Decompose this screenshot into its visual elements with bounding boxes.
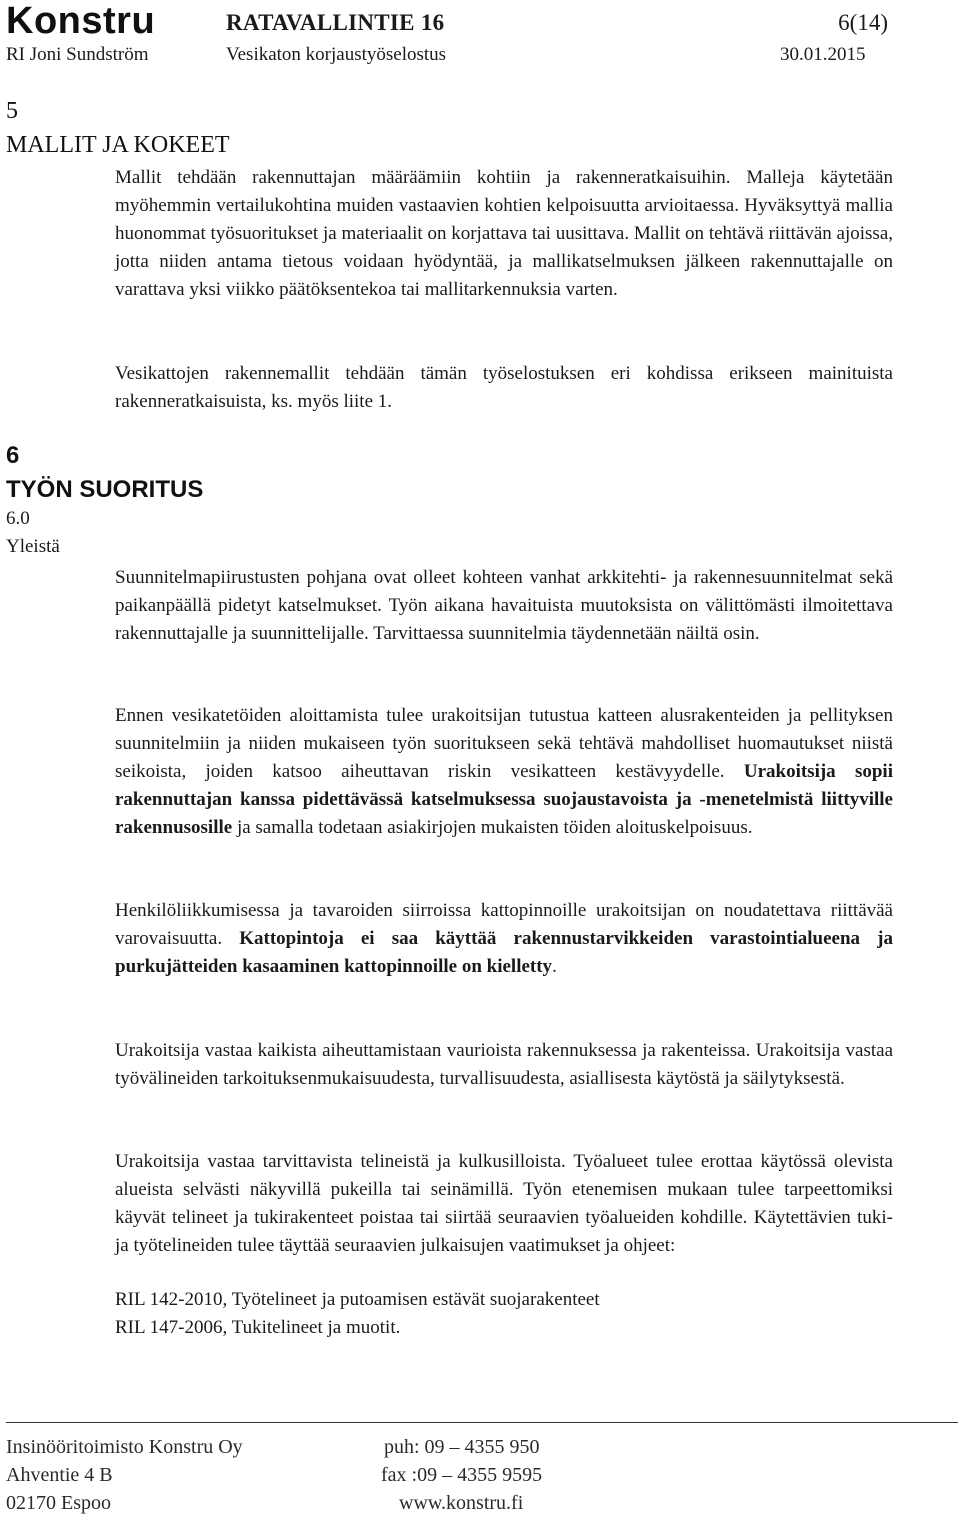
paragraph-normal-text: Henkilöliikkumisessa ja tavaroiden siirroissa kattopinnoille urakoitsijan on noudatettava riittävää varovaisuutta. — [115, 900, 893, 949]
section-6-paragraph-2 — [115, 702, 893, 842]
paragraph-text: Vesikattojen rakennemallit tehdään tämän työselostuksen eri kohdissa erikseen mainituista rakenneratkaisuista, ks. myös liite 1. — [115, 363, 893, 412]
subsection-title: Yleistä — [6, 536, 60, 557]
page-number: 6(14) — [838, 10, 888, 35]
paragraph-text: Suunnitelmapiirustusten pohjana ovat olleet kohteen vanhat arkkitehti- ja rakennesuunnitelmat sekä paikanpäällä pidetyt katselmukset. Työn aikana havaituista muutoksista on välittömästi ilmoitettava rakennuttajalle ja suunnittelijalle. Tarvittaessa suunnitelmia täydennetään näiltä osin. — [115, 567, 893, 644]
company-logo: Konstru — [6, 0, 156, 42]
project-name: RATAVALLINTIE 16 — [226, 10, 445, 35]
paragraph-text: Mallit tehdään rakennuttajan määräämiin kohtiin ja rakenneratkaisuihin. Malleja käytetään myöhemmin vertailukohtina muiden vastaavien kohtien kelpoisuutta arvioitaessa. Hyväksyttyä mallia huonommat työsuoritukset ja materiaalit on korjattava tai uusittava. Mallit on tehtävä riittävän ajoissa, jotta niiden antama tietous voidaan hyödyntää, ja mallikatselmuksen jälkeen rakennuttajalle on varattava yksi viikko päätöksentekoa tai mallitarkennuksia varten. — [115, 167, 893, 300]
footer-city: 02170 Espoo — [6, 1492, 111, 1514]
subsection-number: 6.0 — [6, 508, 30, 529]
document-title: Vesikaton korjaustyöselostus — [226, 44, 447, 65]
footer-website-link[interactable]: www.konstru.fi — [399, 1492, 524, 1514]
section-6-paragraph-3 — [115, 897, 893, 981]
section-6-title: TYÖN SUORITUS — [6, 476, 204, 503]
paragraph-tail-text: . — [552, 956, 557, 977]
section-6-paragraph-5 — [115, 1148, 893, 1260]
footer-fax: fax :09 – 4355 9595 — [381, 1464, 543, 1486]
section-5-title: MALLIT JA KOKEET — [6, 132, 230, 158]
section-5-number: 5 — [6, 98, 18, 124]
author: RI Joni Sundström — [6, 44, 149, 65]
paragraph-normal-text: Ennen vesikatetöiden aloittamista tulee urakoitsijan tutustua katteen alusrakenteiden ja pellityksen suunnitelmiin ja niiden mukaiseen työn suoritukseen sekä tehtävä mahdolliset huomautukset niistä seikoista, joiden katsoo aiheuttavan riskin vesikatteen kestävyydelle. — [115, 705, 893, 782]
footer-phone: puh: 09 – 4355 950 — [384, 1436, 540, 1458]
paragraph-bold-text: Kattopintoja ei saa käyttää rakennustarvikkeiden varastointialueena ja purkujätteiden kasaaminen kattopinnoille on kielletty — [115, 928, 893, 977]
section-6-paragraph-4 — [115, 1037, 893, 1093]
paragraph-text — [115, 897, 893, 981]
paragraph-bold-text: Urakoitsija sopii rakennuttajan kanssa pidettävässä katselmuksessa suojaustavoista ja -menetelmistä liittyville rakennusosille — [115, 761, 893, 838]
reference-ril-147: RIL 147-2006, Tukitelineet ja muotit. — [115, 1317, 401, 1338]
section-6-number: 6 — [6, 442, 20, 469]
document-date: 30.01.2015 — [780, 44, 866, 65]
section-5-paragraph-2 — [115, 360, 893, 416]
paragraph-tail-text: ja samalla todetaan asiakirjojen mukaisten töiden aloituskelpoisuus. — [232, 817, 753, 838]
section-6-paragraph-1 — [115, 564, 893, 648]
footer-address: Ahventie 4 B — [6, 1464, 113, 1486]
section-5-paragraph-1 — [115, 164, 893, 304]
paragraph-text: Urakoitsija vastaa kaikista aiheuttamistaan vaurioista rakennuksessa ja rakenteissa. Urakoitsija vastaa työvälineiden tarkoituksenmukaisuudesta, turvallisuudesta, asiallisesta käytöstä ja säilytyksestä. — [115, 1040, 893, 1089]
paragraph-text — [115, 702, 893, 842]
footer-company: Insinööritoimisto Konstru Oy — [6, 1436, 243, 1458]
reference-ril-142: RIL 142-2010, Työtelineet ja putoamisen estävät suojarakenteet — [115, 1289, 600, 1310]
paragraph-text: Urakoitsija vastaa tarvittavista telineistä ja kulkusilloista. Työalueet tulee erottaa käytössä olevista alueista selvästi näkyvillä pukeilla tai seinämillä. Työn etenemisen mukaan tulee tarpeettomiksi käyvät telineet ja tukirakenteet poistaa tai siirtää seuraavien työalueiden kohdille. Käytettävien tuki- ja työtelineiden tulee täyttää seuraavien julkaisujen vaatimukset ja ohjeet: — [115, 1151, 893, 1256]
footer-divider — [6, 1422, 958, 1423]
